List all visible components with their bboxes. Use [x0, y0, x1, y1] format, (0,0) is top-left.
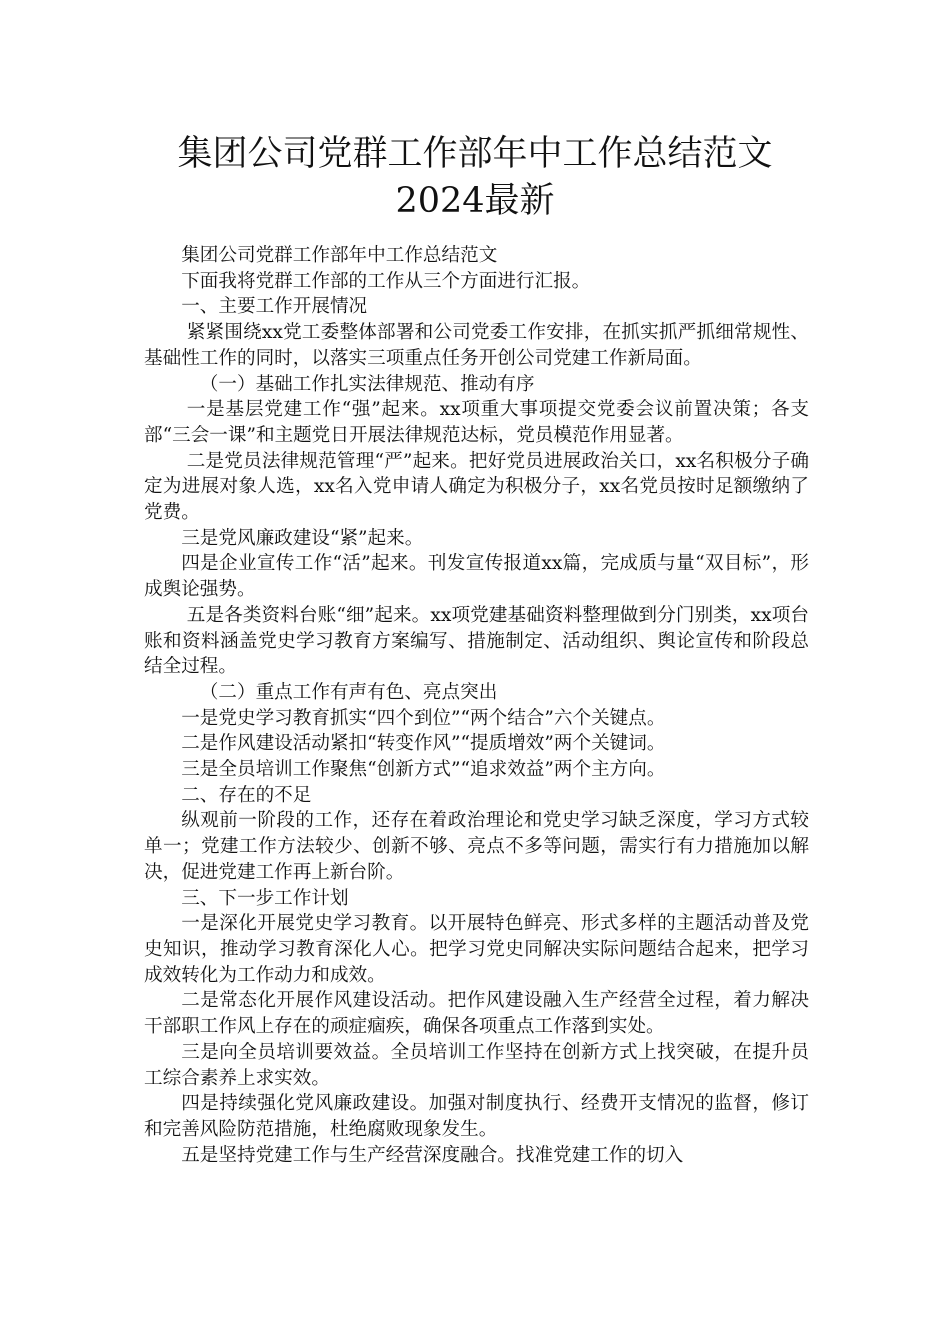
paragraph: 三是党风廉政建设“紧”起来。 [181, 527, 424, 549]
document-title-line-2: 2024最新 [395, 181, 555, 221]
paragraph-subtitle: 集团公司党群工作部年中工作总结范文 [181, 245, 498, 266]
paragraph: 二是作风建设活动紧扣“转变作风”“提质增效”两个关键词。 [181, 733, 666, 755]
subsection-heading-1: （一）基础工作扎实法律规范、推动有序 [199, 373, 535, 395]
paragraph: 三是全员培训工作聚焦“创新方式”“追求效益”两个主方向。 [181, 759, 666, 781]
paragraph-intro: 下面我将党群工作部的工作从三个方面进行汇报。 [181, 270, 591, 292]
section-heading-3: 三、下一步工作计划 [181, 887, 349, 909]
paragraph: 四是持续强化党风廉政建设。加强对制度执行、经费开支情况的监督，修订和完善风险防范措施，杜绝腐败现象发生。 [144, 1093, 809, 1140]
section-heading-1: 一、主要工作开展情况 [181, 296, 368, 318]
paragraph: 纵观前一阶段的工作，还存在着政治理论和党史学习缺乏深度，学习方式较单一；党建工作方法较少、创新不够、亮点不多等问题，需实行有力措施加以解决，促进党建工作再上新台阶。 [144, 810, 809, 883]
paragraph: 二是党员法律规范管理“严”起来。把好党员进展政治关口，xx名积极分子确定为进展对象人选，xx名入党申请人确定为积极分子，xx名党员按时足额缴纳了党费。 [144, 450, 809, 524]
document-title-line-1: 集团公司党群工作部年中工作总结范文 [177, 134, 773, 174]
paragraph: 紧紧围绕xx党工委整体部署和公司党委工作安排，在抓实抓严抓细常规性、基础性工作的同时，以落实三项重点任务开创公司党建工作新局面。 [144, 322, 809, 369]
subsection-heading-2: （二）重点工作有声有色、亮点突出 [199, 681, 498, 703]
document-body [144, 243, 809, 1168]
paragraph: 一是党史学习教育抓实“四个到位”“两个结合”六个关键点。 [181, 707, 666, 729]
paragraph: 五是各类资料台账“细”起来。xx项党建基础资料整理做到分门别类，xx项台账和资料涵盖党史学习教育方案编写、措施制定、活动组织、舆论宣传和阶段总结全过程。 [144, 604, 809, 678]
paragraph: 一是深化开展党史学习教育。以开展特色鲜亮、形式多样的主题活动普及党史知识，推动学习教育深化人心。把学习党史同解决实际问题结合起来，把学习成效转化为工作动力和成效。 [144, 913, 809, 986]
paragraph: 四是企业宣传工作“活”起来。刊发宣传报道xx篇，完成质与量“双目标”，形成舆论强势。 [144, 553, 809, 601]
paragraph: 一是基层党建工作“强”起来。xx项重大事项提交党委会议前置决策；各支部“三会一课”和主题党日开展法律规范达标，党员模范作用显著。 [144, 399, 809, 446]
paragraph: 三是向全员培训要效益。全员培训工作坚持在创新方式上找突破，在提升员工综合素养上求实效。 [144, 1041, 809, 1089]
paragraph: 二是常态化开展作风建设活动。把作风建设融入生产经营全过程，着力解决干部职工作风上存在的顽症痼疾，确保各项重点工作落到实处。 [144, 990, 809, 1038]
paragraph: 五是坚持党建工作与生产经营深度融合。找准党建工作的切入 [181, 1144, 684, 1166]
section-heading-2: 二、存在的不足 [181, 784, 312, 806]
